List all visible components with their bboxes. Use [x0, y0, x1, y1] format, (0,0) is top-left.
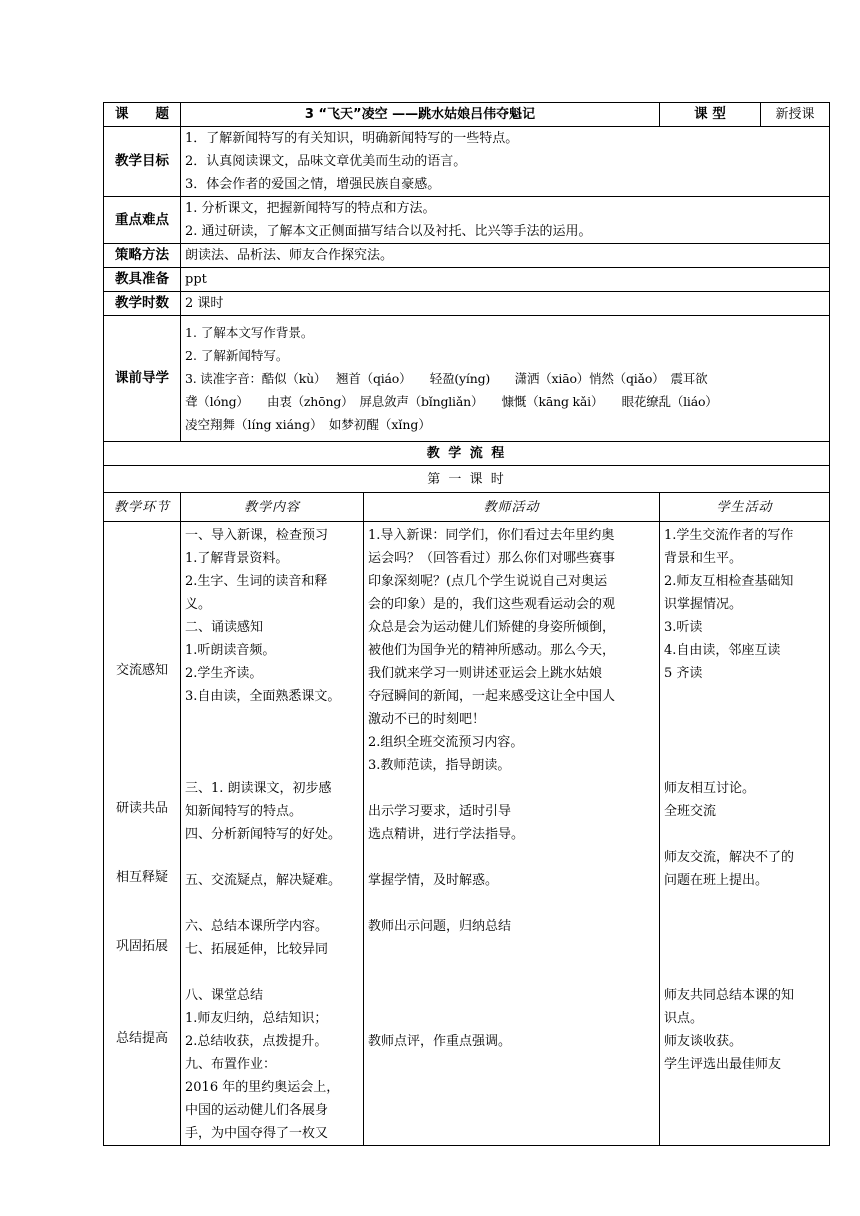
- student-line: 背景和生平。: [664, 551, 743, 566]
- teacher-line: [368, 846, 655, 869]
- content-line: [185, 708, 359, 731]
- content-line: 手，为中国夺得了一枚又: [185, 1126, 329, 1141]
- strategy-row: [104, 244, 830, 268]
- course-title: 3 “飞天”凌空 ——跳水姑娘吕伟夺魁记: [181, 103, 660, 127]
- teacher-line: [368, 961, 655, 984]
- column-header-row: [104, 493, 830, 522]
- preview-item: 凌空翔舞（líng xiáng） 如梦初醒（xǐng）: [185, 417, 431, 432]
- content-column: [181, 522, 364, 1146]
- preview-item: 1. 了解本文写作背景。: [185, 325, 314, 340]
- lesson-plan-table: [103, 102, 830, 1146]
- objectives-label: 教学目标: [104, 127, 181, 197]
- flow-title: 教 学 流 程: [104, 442, 830, 466]
- lesson-title: 第 一 课 时: [104, 466, 830, 493]
- course-row: [104, 103, 830, 127]
- content-line: 2.总结收获，点拨提升。: [185, 1034, 328, 1049]
- teacher-line: 教师出示问题，归纳总结: [368, 919, 512, 934]
- stage-label: 研读共品: [115, 801, 168, 816]
- teacher-line: [368, 938, 655, 961]
- student-line: 师友共同总结本课的知: [664, 988, 795, 1003]
- content-line: 三、1. 朗读课文，初步感: [185, 781, 332, 796]
- student-line: 问题在班上提出。: [664, 873, 769, 888]
- student-line: 2.师友互相检查基础知: [664, 574, 794, 589]
- teacher-line: 2.组织全班交流预习内容。: [368, 735, 524, 750]
- col-header-stage: 教学环节: [104, 493, 181, 522]
- tools-row: [104, 268, 830, 292]
- stage-label: 相互释疑: [115, 870, 168, 885]
- content-line: 二、诵读感知: [185, 620, 264, 635]
- teacher-line: 出示学习要求，适时引导: [368, 804, 512, 819]
- student-line: 1.学生交流作者的写作: [664, 528, 794, 543]
- teacher-line: 选点精讲，进行学法指导。: [368, 827, 525, 842]
- content-line: 七、拓展延伸，比较异同: [185, 942, 329, 957]
- hours-row: [104, 292, 830, 316]
- preview-label: 课前导学: [104, 316, 181, 442]
- content-line: 3.自由读，全面熟悉课文。: [185, 689, 341, 704]
- student-line: [664, 892, 825, 915]
- content-line: 1.听朗读音频。: [185, 643, 276, 658]
- student-line: [664, 938, 825, 961]
- student-line: [664, 754, 825, 777]
- teacher-line: [368, 892, 655, 915]
- teacher-line: 掌握学情，及时解惑。: [368, 873, 499, 888]
- tools-label: 教具准备: [104, 268, 181, 292]
- teacher-line: 3.教师范读，指导朗读。: [368, 758, 511, 773]
- teacher-line: 印象深刻呢？(点几个学生说说自己对奥运: [368, 574, 608, 589]
- content-line: 中国的运动健儿们各展身: [185, 1103, 329, 1118]
- student-line: [664, 708, 825, 731]
- content-line: [185, 754, 359, 777]
- teacher-line: 被他们为国争光的精神所感动。那么今天，: [368, 643, 616, 658]
- teacher-line: 运会吗？（回答看过）那么你们对哪些赛事: [368, 551, 616, 566]
- student-line: [664, 685, 825, 708]
- content-line: 八、课堂总结: [185, 988, 264, 1003]
- student-line: 全班交流: [664, 804, 717, 819]
- preview-item: 聋（lóng） 由衷（zhōng） 屏息敛声（bǐngliǎn） 慷慨（kāng kǎi） 眼花缭乱（liáo）: [185, 394, 718, 409]
- lesson-row: [104, 466, 830, 493]
- content-line: 2.学生齐读。: [185, 666, 263, 681]
- col-header-teacher: 教师活动: [364, 493, 660, 522]
- key-points-label: 重点难点: [104, 197, 181, 244]
- content-line: [185, 731, 359, 754]
- hours-value: 2 课时: [181, 292, 830, 316]
- content-line: 1.了解背景资料。: [185, 551, 289, 566]
- student-line: 师友谈收获。: [664, 1034, 743, 1049]
- strategy-value: 朗读法、品析法、师友合作探究法。: [181, 244, 830, 268]
- student-column: [660, 522, 830, 1146]
- student-line: [664, 823, 825, 846]
- teacher-line: [368, 1007, 655, 1030]
- type-label: 课 型: [660, 103, 761, 127]
- preview-content: [181, 316, 830, 442]
- strategy-label: 策略方法: [104, 244, 181, 268]
- teacher-line: [368, 777, 655, 800]
- content-line: 2016 年的里约奥运会上，: [185, 1080, 340, 1095]
- student-line: 4.自由读，邻座互读: [664, 643, 781, 658]
- content-line: 1.师友归纳，总结知识；: [185, 1011, 328, 1026]
- content-line: 六、总结本课所学内容。: [185, 919, 329, 934]
- hours-label: 教学时数: [104, 292, 181, 316]
- content-line: 四、分析新闻特写的好处。: [185, 827, 342, 842]
- student-line: 学生评选出最佳师友: [664, 1057, 782, 1072]
- content-line: 九、布置作业：: [185, 1057, 277, 1072]
- key-point-item: 2. 通过研读，了解本文正侧面描写结合以及衬托、比兴等手法的运用。: [185, 224, 592, 239]
- content-line: 知新闻特写的特点。: [185, 804, 303, 819]
- student-line: 识掌握情况。: [664, 597, 743, 612]
- key-point-item: 1. 分析课文，把握新闻特写的特点和方法。: [185, 201, 436, 216]
- stage-label: 总结提高: [115, 1031, 168, 1046]
- content-line: 一、导入新课，检查预习: [185, 528, 329, 543]
- preview-item: 2. 了解新闻特写。: [185, 348, 289, 363]
- content-line: [185, 961, 359, 984]
- preview-row: [104, 316, 830, 442]
- flow-body-row: [104, 522, 830, 1146]
- content-line: 五、交流疑点，解决疑难。: [185, 873, 342, 888]
- objectives-row: [104, 127, 830, 197]
- course-label: 课 题: [104, 103, 181, 127]
- content-line: [185, 846, 359, 869]
- teacher-line: 1.导入新课：同学们，你们看过去年里约奥: [368, 528, 615, 543]
- student-line: 3.听读: [664, 620, 703, 635]
- teacher-line: 众总是会为运动健儿们矫健的身姿所倾倒，: [368, 620, 616, 635]
- student-line: 5 齐读: [664, 666, 703, 681]
- teacher-line: 我们就来学习一则讲述亚运会上跳水姑娘: [368, 666, 603, 681]
- objective-item: 1．了解新闻特写的有关知识，明确新闻特写的一些特点。: [185, 131, 519, 146]
- stage-column: [104, 522, 181, 1146]
- student-line: [664, 915, 825, 938]
- student-line: [664, 961, 825, 984]
- teacher-line: 教师点评，作重点强调。: [368, 1034, 512, 1049]
- teacher-column: [364, 522, 660, 1146]
- col-header-student: 学生活动: [660, 493, 830, 522]
- tools-value: ppt: [181, 268, 830, 292]
- key-points-content: [181, 197, 830, 244]
- teacher-line: 激动不已的时刻吧！: [368, 712, 486, 727]
- stage-label: 巩固拓展: [115, 939, 168, 954]
- objective-item: 3．体会作者的爱国之情，增强民族自豪感。: [185, 177, 441, 192]
- flow-title-row: [104, 442, 830, 466]
- teacher-line: 会的印象）是的，我们这些观看运动会的观: [368, 597, 616, 612]
- objectives-content: [181, 127, 830, 197]
- teacher-line: [368, 984, 655, 1007]
- student-line: 师友相互讨论。: [664, 781, 756, 796]
- teacher-line: 夺冠瞬间的新闻，一起来感受这让全中国人: [368, 689, 616, 704]
- stage-label: 交流感知: [115, 663, 168, 678]
- student-line: [664, 731, 825, 754]
- student-line: 识点。: [664, 1011, 704, 1026]
- type-value: 新授课: [761, 103, 830, 127]
- student-line: 师友交流，解决不了的: [664, 850, 795, 865]
- content-line: 2.生字、生词的读音和释: [185, 574, 328, 589]
- col-header-content: 教学内容: [181, 493, 364, 522]
- preview-item: 3. 读准字音：酷似（kù） 翘首（qiáo） 轻盈(yíng) 潇洒（xiāo）悄然（qiǎo） 震耳欲: [185, 371, 708, 386]
- key-points-row: [104, 197, 830, 244]
- objective-item: 2．认真阅读课文，品味文章优美而生动的语言。: [185, 154, 467, 169]
- content-line: [185, 892, 359, 915]
- content-line: 义。: [185, 597, 212, 612]
